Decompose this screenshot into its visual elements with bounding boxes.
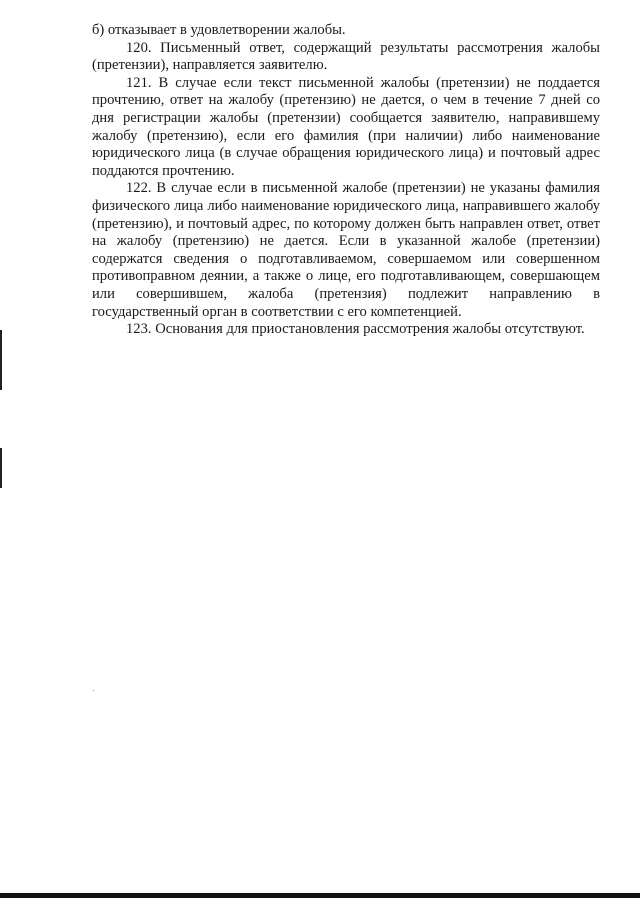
scan-edge-mark: [0, 448, 2, 488]
paragraph-123: 123. Основания для приостановления рассмотрения жалобы отсутствуют.: [126, 321, 585, 338]
document-body: [92, 22, 600, 339]
paragraph-b-refusal: б) отказывает в удовлетворении жалобы.: [92, 22, 346, 38]
scan-bottom-border: [0, 893, 640, 898]
scan-speck: [93, 690, 94, 691]
paragraph-122: 122. В случае если в письменной жалобе (претензии) не указаны фамилия физического лица либо наименование юридического лица, направившего жалобу (претензию), и почтовый адрес, по которому должен быть направлен ответ, ответ на жалобу (претензию) не дается. Если в указанной жалобе (претензии) содержатся сведения о подготавливаемом, совершаемом или совершенном противоправном деянии, а также о лице, его подготавливающем, совершающем или совершившем, жалоба (претензия) подлежит направлению в государственный орган в соответствии с его компетенцией.: [92, 180, 600, 320]
paragraph-120: 120. Письменный ответ, содержащий результаты рассмотрения жалобы (претензии), направляется заявителю.: [92, 39, 600, 74]
paragraph-121: 121. В случае если текст письменной жалобы (претензии) не поддается прочтению, ответ на жалобу (претензию) не дается, о чем в течение 7 дней со дня регистрации жалобы (претензии) сообщается заявителю, направившему жалобу (претензию), если его фамилия (при наличии) либо наименование юридического лица (в случае обращения юридического лица) и почтовый адрес поддаются прочтению.: [92, 74, 600, 179]
scan-edge-mark: [0, 330, 2, 390]
